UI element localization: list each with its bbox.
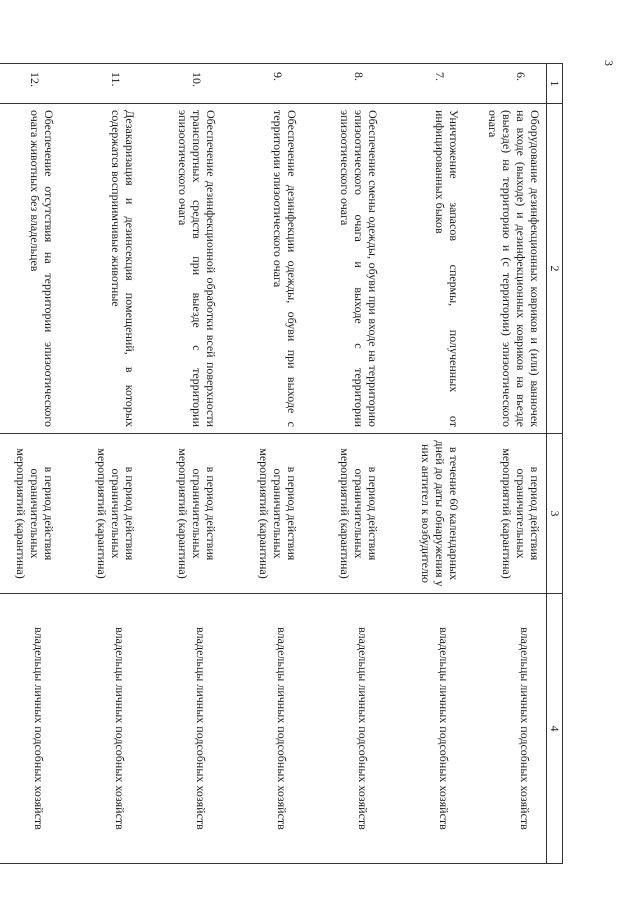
table-row (384, 64, 465, 864)
header-row (547, 64, 563, 864)
row-responsible: владельцы личных подсобных хозяйств (303, 594, 384, 864)
row-number: 10. (141, 64, 222, 104)
row-responsible: владельцы личных подсобных хозяйств (222, 594, 303, 864)
row-action: Уничтожение запасов спермы, полученных от инфицированных быков (384, 104, 465, 434)
row-number: 7. (384, 64, 465, 104)
row-responsible: владельцы личных подсобных хозяйств (60, 594, 141, 864)
header-col-3: 3 (547, 434, 563, 594)
measures-table (0, 63, 563, 864)
row-number: 9. (222, 64, 303, 104)
header-col-2: 2 (547, 104, 563, 434)
header-col-1: 1 (547, 64, 563, 104)
row-number: 8. (303, 64, 384, 104)
row-responsible: владельцы личных подсобных хозяйств (384, 594, 465, 864)
row-responsible: владельцы личных подсобных хозяйств (0, 594, 60, 864)
table-row (141, 64, 222, 864)
table-row (0, 64, 60, 864)
row-action: Обеспечение дезинфекции одежды, обуви при выходе с территории эпизоотического очага (222, 104, 303, 434)
row-action: Дезакаризация и дезинсекция помещений, в которых содержатся восприимчивые животные (60, 104, 141, 434)
row-term: в период действия ограничительных мероприятий (карантина) (303, 434, 384, 594)
row-action: Оборудование дезинфекционных ковриков и (или) ванночек на входе (выходе) и дезинфекционных ковриков на въезде (выезде) на территорию и (с территории) эпизоотического очага (465, 104, 547, 434)
row-term: в период действия ограничительных мероприятий (карантина) (60, 434, 141, 594)
row-number: 11. (60, 64, 141, 104)
table-row (60, 64, 141, 864)
row-term: в течение 60 календарных дней до даты обнаружения у них антител к возбудителю (384, 434, 465, 594)
row-term: в период действия ограничительных мероприятий (карантина) (0, 434, 60, 594)
rotated-table-sheet (14, 63, 563, 863)
row-action: Обеспечение отсутствия на территории эпизоотического очага животных без владельцев (0, 104, 60, 434)
row-term: в период действия ограничительных мероприятий (карантина) (465, 434, 547, 594)
row-number: 6. (465, 64, 547, 104)
table-row (222, 64, 303, 864)
page-number: 3 (602, 60, 616, 66)
row-action: Обеспечение смены одежды, обуви при входе на территорию эпизоотического очага и выходе с территории эпизоотического очага (303, 104, 384, 434)
row-responsible: владельцы личных подсобных хозяйств (465, 594, 547, 864)
row-responsible: владельцы личных подсобных хозяйств (141, 594, 222, 864)
header-col-4: 4 (547, 594, 563, 864)
row-number: 12. (0, 64, 60, 104)
table-row (303, 64, 384, 864)
row-term: в период действия ограничительных мероприятий (карантина) (141, 434, 222, 594)
row-action: Обеспечение дезинфекционной обработки всей поверхности транспортных средств при выезде с территории эпизоотического очага (141, 104, 222, 434)
table-row (465, 64, 547, 864)
row-term: в период действия ограничительных мероприятий (карантина) (222, 434, 303, 594)
